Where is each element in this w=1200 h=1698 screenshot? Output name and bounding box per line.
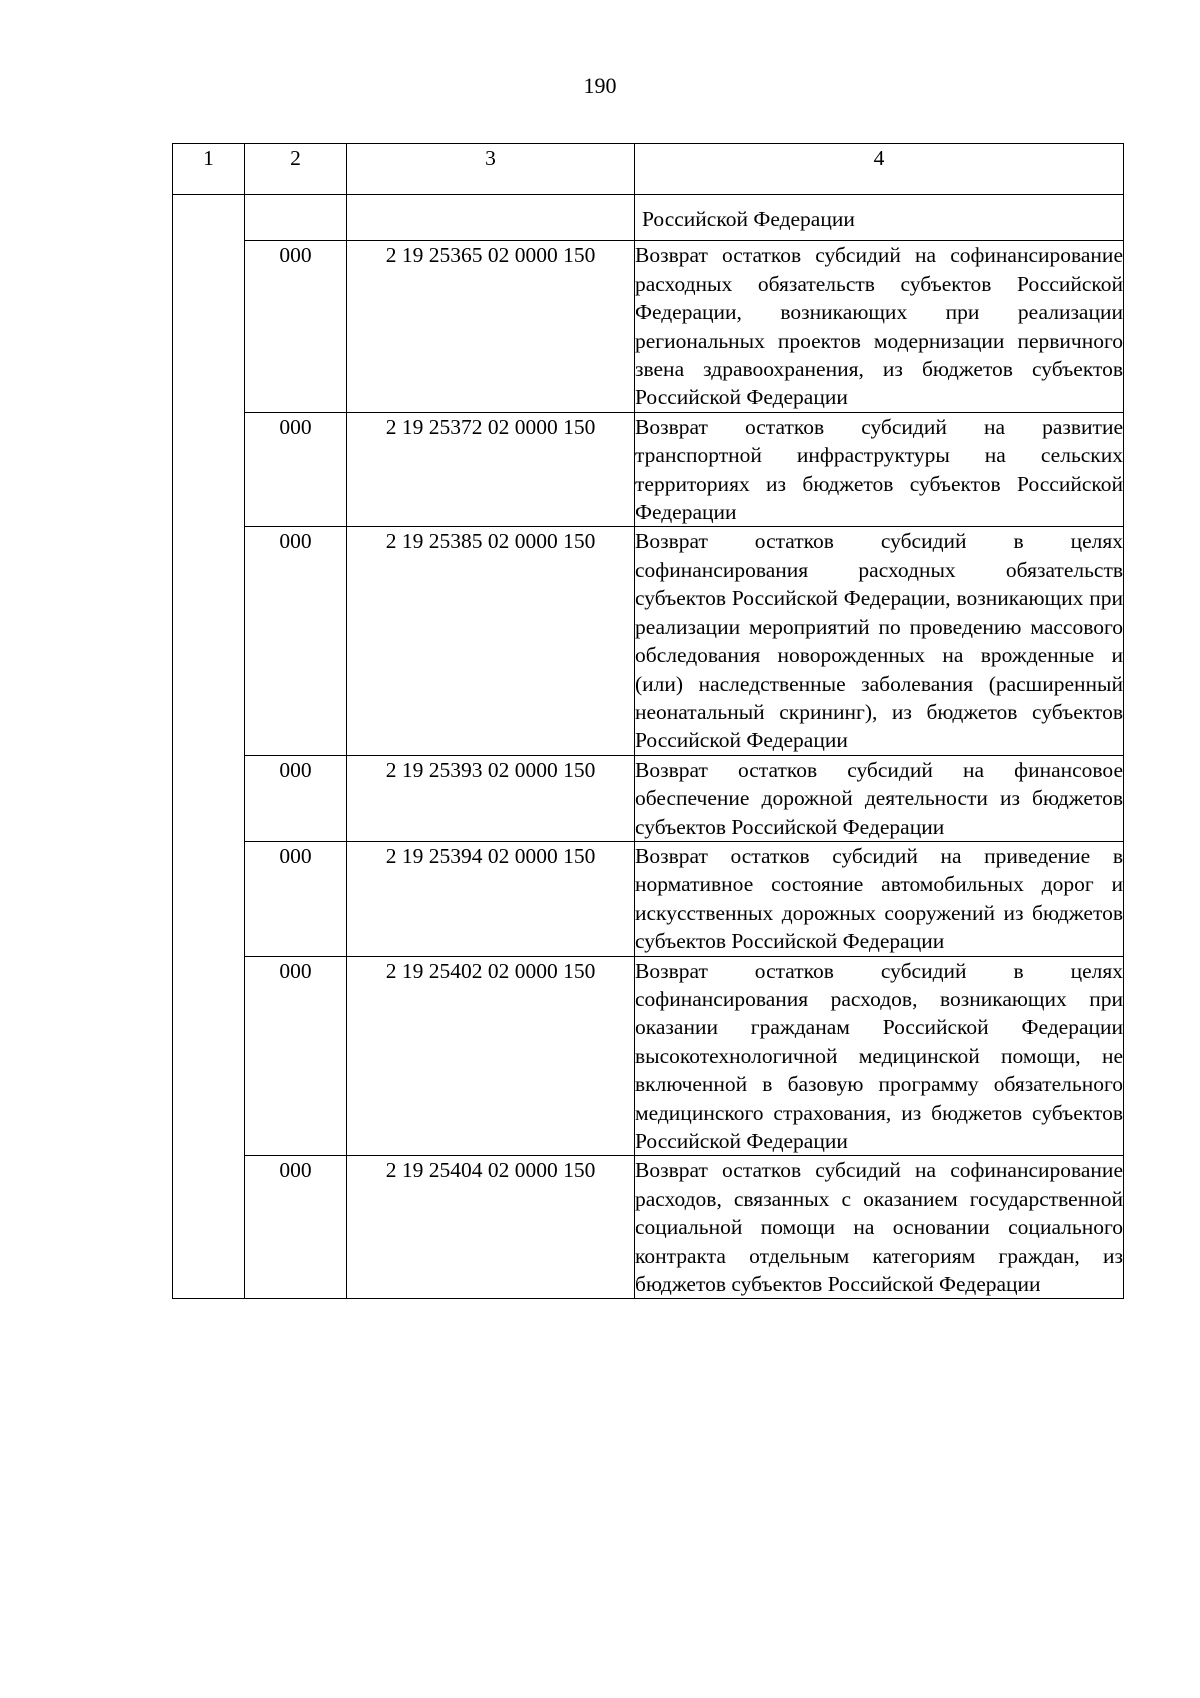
- kbk-cell: 2 19 25402 02 0000 150: [347, 956, 635, 1156]
- header-col-3: 3: [347, 144, 635, 195]
- header-col-4: 4: [635, 144, 1124, 195]
- kbk-cell: [347, 195, 635, 241]
- header-col-1: 1: [173, 144, 245, 195]
- table-row: [173, 241, 1124, 412]
- description-cell: Возврат остатков субсидий на софинансирование расходов, связанных с оказанием государственной социальной помощи на основании социального контракта отдельным категориям граждан, из бюджетов субъектов Российской Федерации: [635, 1156, 1124, 1299]
- admin-code-cell: 000: [245, 1156, 347, 1299]
- admin-code-cell: 000: [245, 755, 347, 841]
- table-row: [173, 755, 1124, 841]
- admin-code-cell: 000: [245, 241, 347, 412]
- table-row: [173, 527, 1124, 755]
- table-header-row: [173, 144, 1124, 195]
- description-cell: Возврат остатков субсидий в целях софинансирования расходных обязательств субъектов Российской Федерации, возникающих при реализации мероприятий по проведению массового обследования новорожденных на врожденные и (или) наследственные заболевания (расширенный неонатальный скрининг), из бюджетов субъектов Российской Федерации: [635, 527, 1124, 755]
- table-row: [173, 1156, 1124, 1299]
- kbk-cell: 2 19 25385 02 0000 150: [347, 527, 635, 755]
- admin-code-cell: [245, 195, 347, 241]
- kbk-cell: 2 19 25372 02 0000 150: [347, 412, 635, 527]
- header-col-2: 2: [245, 144, 347, 195]
- description-cell: Возврат остатков субсидий в целях софинансирования расходов, возникающих при оказании гражданам Российской Федерации высокотехнологичной медицинской помощи, не включенной в базовую программу обязательного медицинского страхования, из бюджетов субъектов Российской Федерации: [635, 956, 1124, 1156]
- description-cell: Возврат остатков субсидий на приведение в нормативное состояние автомобильных дорог и искусственных дорожных сооружений из бюджетов субъектов Российской Федерации: [635, 841, 1124, 956]
- table-row: [173, 956, 1124, 1156]
- description-cell: Возврат остатков субсидий на финансовое обеспечение дорожной деятельности из бюджетов субъектов Российской Федерации: [635, 755, 1124, 841]
- budget-code-table: [172, 143, 1124, 1299]
- admin-code-cell: 000: [245, 841, 347, 956]
- admin-code-cell: 000: [245, 527, 347, 755]
- table-row: [173, 412, 1124, 527]
- column-1-cell: [173, 195, 245, 1299]
- admin-code-cell: 000: [245, 412, 347, 527]
- kbk-cell: 2 19 25393 02 0000 150: [347, 755, 635, 841]
- page-number: 190: [583, 73, 617, 98]
- kbk-cell: 2 19 25394 02 0000 150: [347, 841, 635, 956]
- admin-code-cell: 000: [245, 956, 347, 1156]
- description-cell: Возврат остатков субсидий на развитие транспортной инфраструктуры на сельских территориях из бюджетов субъектов Российской Федерации: [635, 412, 1124, 527]
- description-cell: Российской Федерации: [635, 195, 1124, 241]
- kbk-cell: 2 19 25365 02 0000 150: [347, 241, 635, 412]
- table-row: [173, 841, 1124, 956]
- kbk-cell: 2 19 25404 02 0000 150: [347, 1156, 635, 1299]
- description-cell: Возврат остатков субсидий на софинансирование расходных обязательств субъектов Российской Федерации, возникающих при реализации региональных проектов модернизации первичного звена здравоохранения, из бюджетов субъектов Российской Федерации: [635, 241, 1124, 412]
- table-row-continuation: [173, 195, 1124, 241]
